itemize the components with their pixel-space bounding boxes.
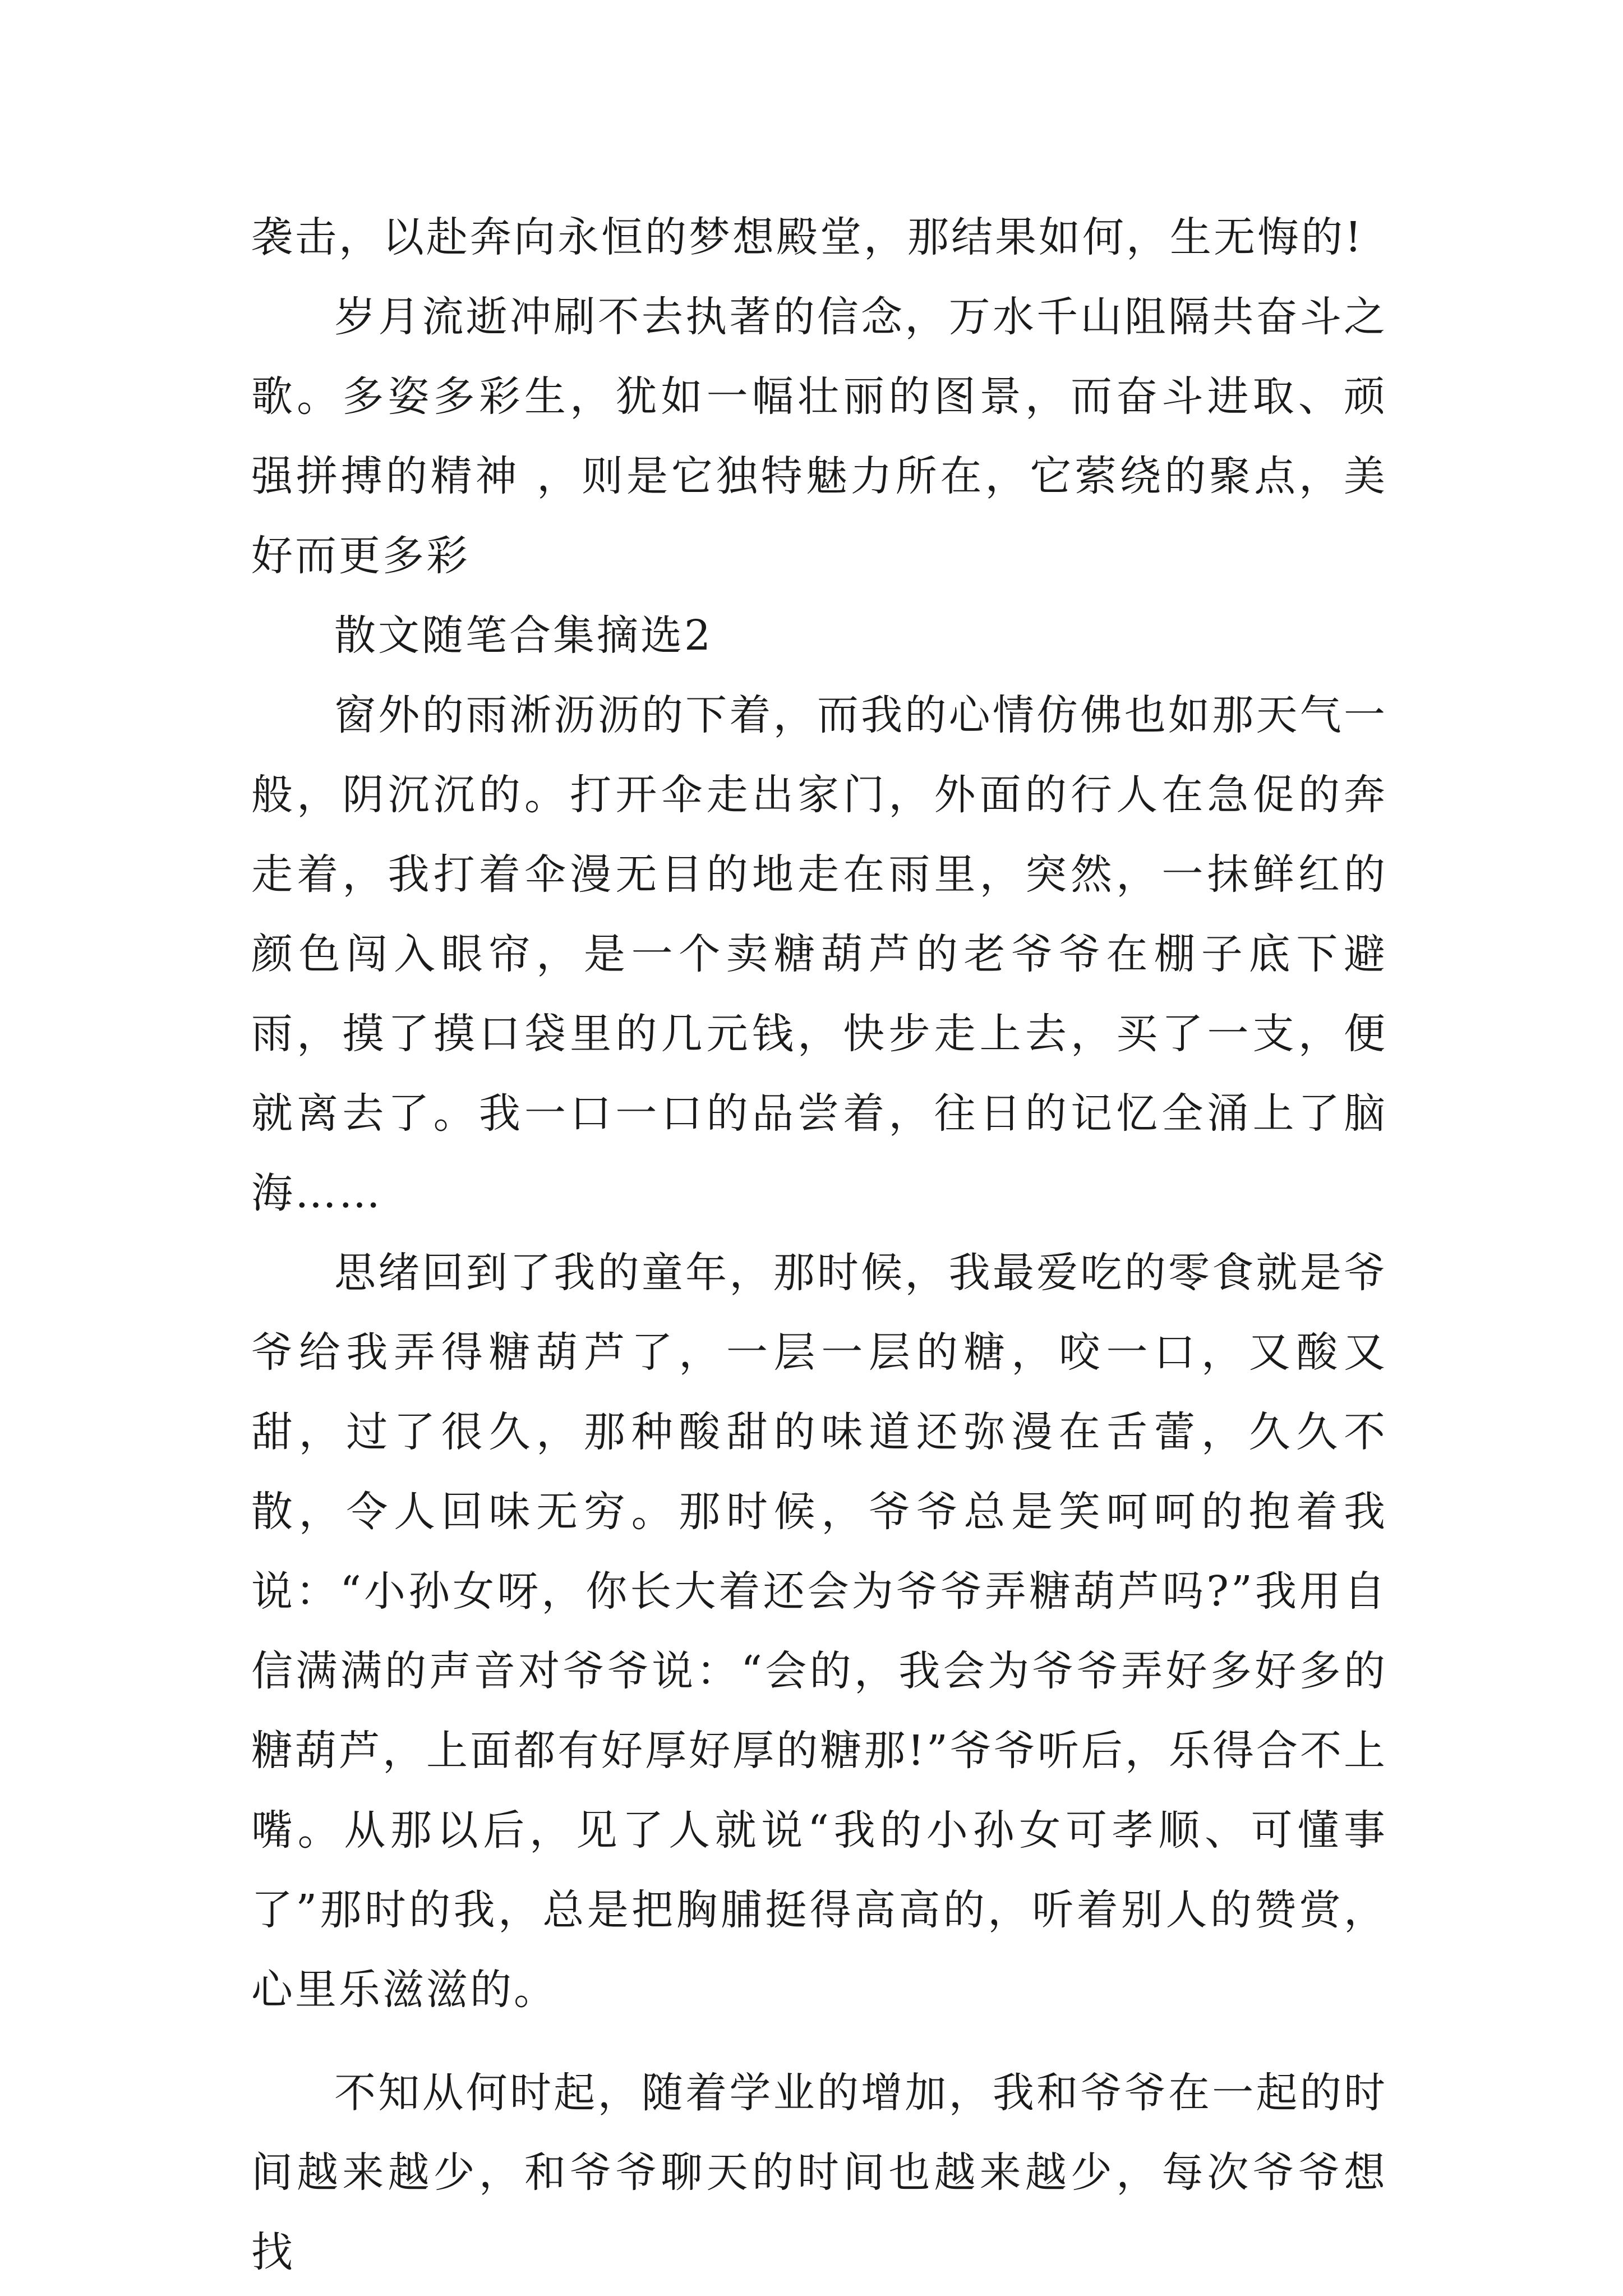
section-heading: 散文随笔合集摘选2 [334, 611, 713, 660]
body-text [251, 197, 1387, 2292]
paragraph-2: 岁月流逝冲刷不去执著的信念，万水千山阻隔共奋斗之歌。多姿多彩生，犹如一幅壮丽的图景，而奋斗进取、顽强拼搏的精神 ，则是它独特魅力所在，它萦绕的聚点，美好而更多彩 [251, 293, 1387, 580]
paragraph-3: 窗外的雨淅沥沥的下着，而我的心情仿佛也如那天气一般，阴沉沉的。打开伞走出家门，外面的行人在急促的奔走着，我打着伞漫无目的地走在雨里，突然，一抹鲜红的颜色闯入眼帘，是一个卖糖葫芦的老爷爷在棚子底下避雨，摸了摸口袋里的几元钱，快步走上去，买了一支，便就离去了。我一口一口的品尝着，往日的记忆全涌上了脑海…… [251, 691, 1387, 1217]
paragraph-4: 思绪回到了我的童年，那时候，我最爱吃的零食就是爷爷给我弄得糖葫芦了，一层一层的糖，咬一口，又酸又甜，过了很久，那种酸甜的味道还弥漫在舌蕾，久久不散，令人回味无穷。那时候，爷爷总是笑呵呵的抱着我说：“小孙女呀，你长大着还会为爷爷弄糖葫芦吗?”我用自信满满的声音对爷爷说：“会的，我会为爷爷弄好多好多的糖葫芦，上面都有好厚好厚的糖那!”爷爷听后，乐得合不上嘴。从那以后，见了人就说“我的小孙女可孝顺、可懂事了”那时的我，总是把胸脯挺得高高的，听着别人的赞赏，心里乐滋滋的。 [251, 1249, 1387, 2014]
paragraph-5: 不知从何时起，随着学业的增加，我和爷爷在一起的时间越来越少，和爷爷聊天的时间也越来越少，每次爷爷想找 [251, 2069, 1387, 2276]
paragraph-1: 袭击，以赴奔向永恒的梦想殿堂，那结果如何，生无悔的! [251, 213, 1364, 261]
